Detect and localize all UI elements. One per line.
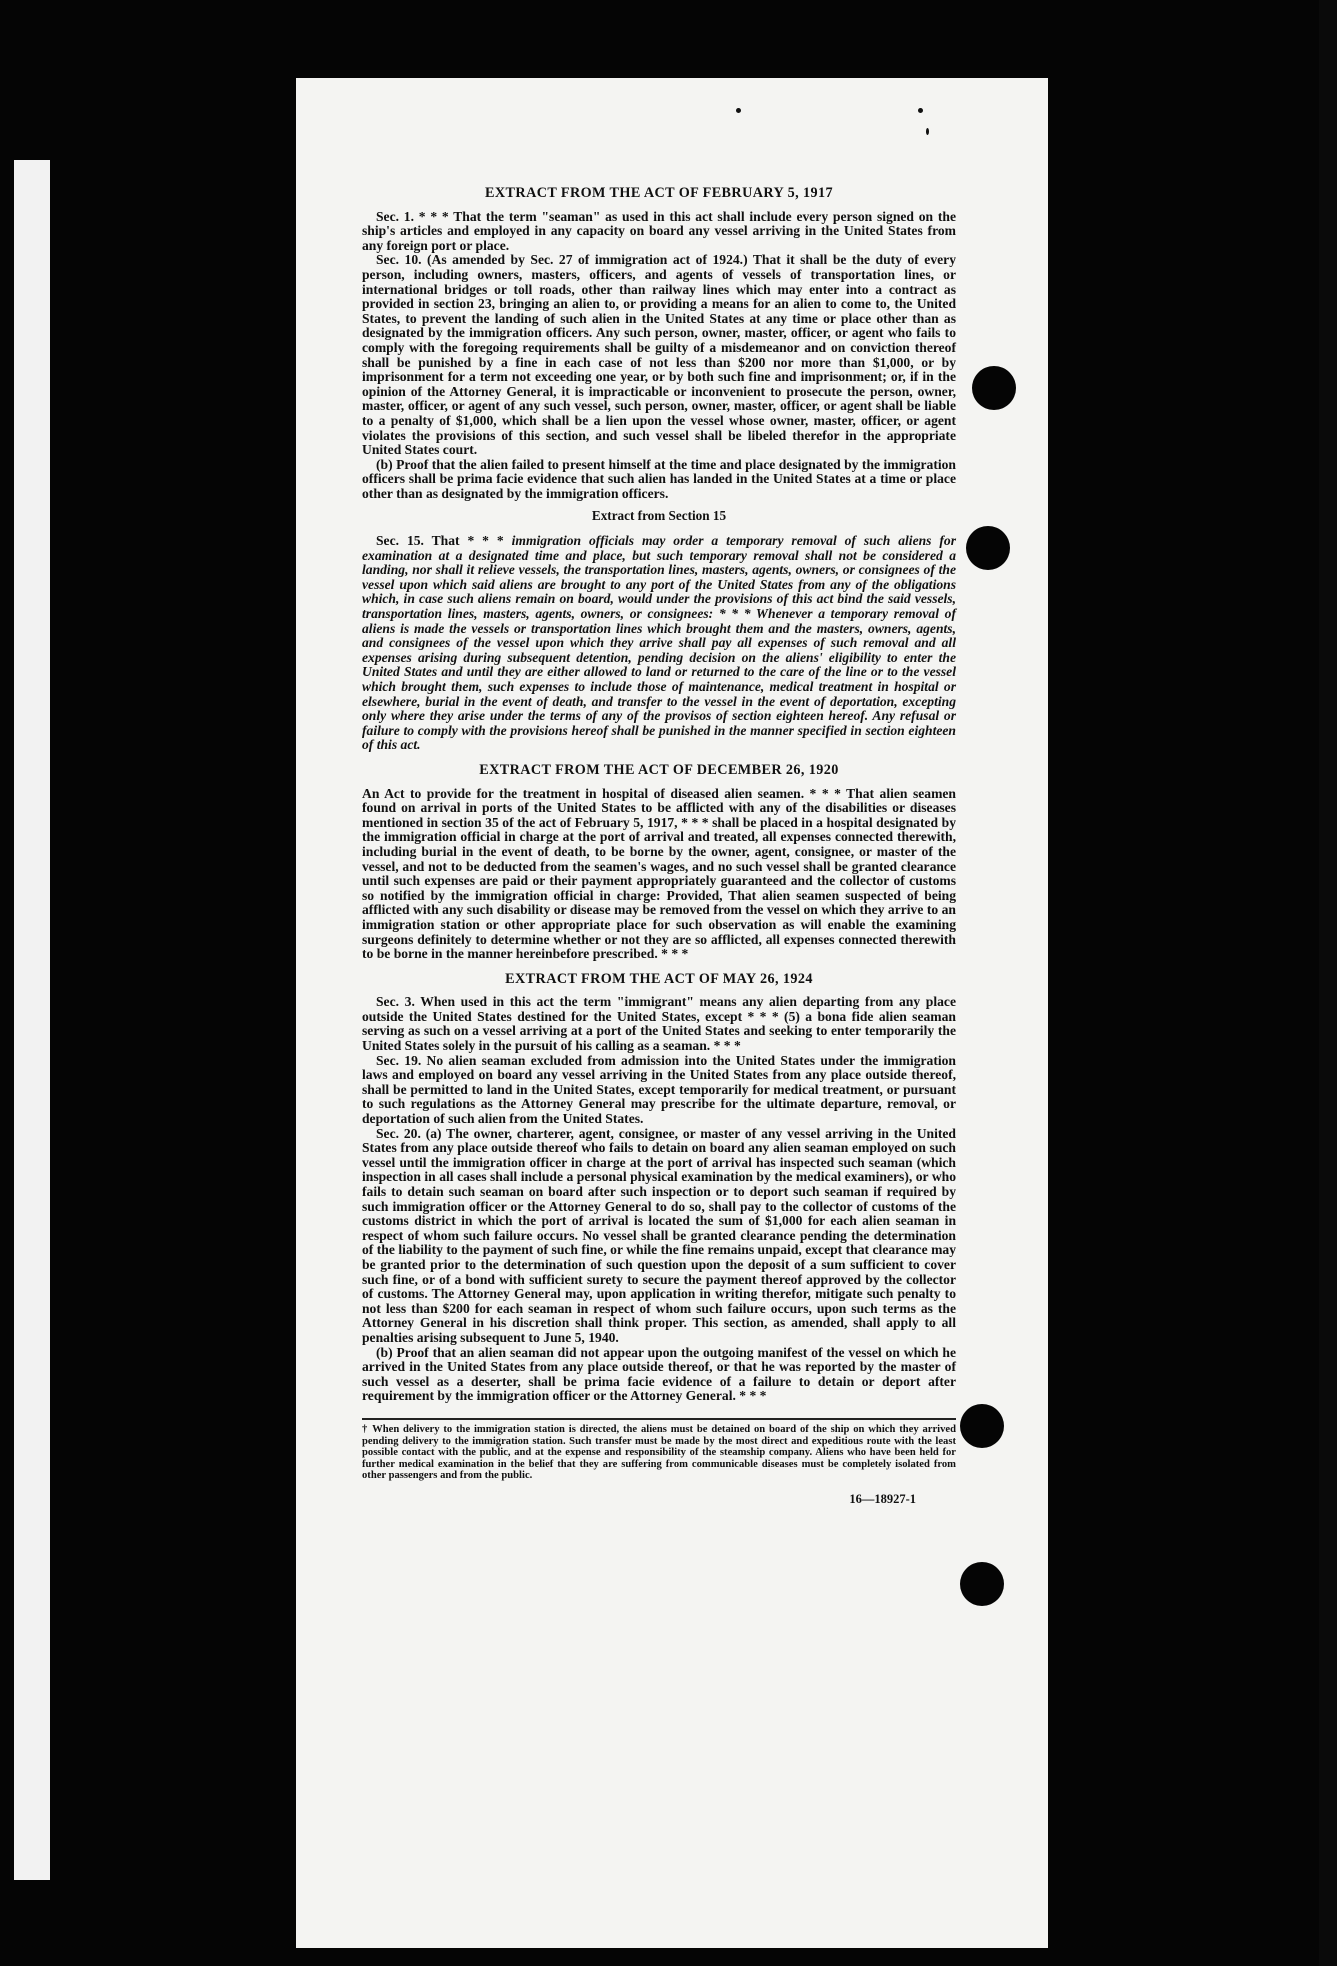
heading-act-1920: EXTRACT FROM THE ACT OF DECEMBER 26, 1920 — [479, 761, 839, 778]
section-10-text: Sec. 10. (As amended by Sec. 27 of immigration act of 1924.) That it shall be the duty of every person, including owners, masters, officers, and agents of vessels of transportation lines, or international bridges or toll roads, other than railway lines which may enter into a contract as provided in section 23, bringing an alien to, or providing a means for an alien to come to, the United States, to prevent the landing of such alien in the United States at any time or place other than as designated by the immigration officers. Any such person, owner, master, officer, or agent who fails to comply with the foregoing requirements shall be guilty of a misdemeanor and on conviction thereof shall be punished by a fine in each case of not less than $200 nor more than $1,000, or by imprisonment for a term not exceeding one year, or by both such fine and imprisonment; or, if in the opinion of the Attorney General, it is impracticable or inconvenient to prosecute the person, owner, master, officer, or agent of any such vessel, such person, owner, master, officer, or agent shall be liable to a penalty of $1,000, which shall be a lien upon the vessel whose owner, master, officer, or agent violates the provisions of this section, and such vessel shall be libeled therefor in the appropriate United States court. — [362, 252, 956, 458]
document-body — [362, 186, 956, 1506]
print-code: 16—18927-1 — [849, 1491, 916, 1506]
section-19-text: Sec. 19. No alien seaman excluded from admission into the United States under the immigration laws and employed on board any vessel arriving in the United States from any place outside thereof, shall be permitted to land in the United States, except temporarily for medical treatment, or pursuant to such regulations as the Attorney General may prescribe for the ultimate departure, removal, or deportation of such alien from the United States. — [362, 1052, 956, 1127]
footnote-text: † When delivery to the immigration station is directed, the aliens must be detained on board of the ship on which they arrived pending delivery to the immigration station. Such transfer must be made by the most direct and expeditious route with the least possible contact with the public, and at the expense and responsibility of the steamship company. Aliens who have been held for further medical examination in the belief that they are suffering from communicable diseases must be completely isolated from other passengers and from the public. — [362, 1423, 956, 1482]
footnote-divider — [362, 1418, 956, 1420]
subheading-section-15: Extract from Section 15 — [591, 508, 727, 524]
section-15-italic: immigration officials may order a temporary removal of such aliens for examination at a designated time and place, but such temporary removal shall not be considered a landing, nor shall it relieve vessels, the transportation lines, masters, agents, owners, or consignees of the vessel upon which said aliens are brought to any port of the United States from any of the obligations which, in case such aliens remain on board, would under the provisions of this act bind the said vessels, transportation lines, masters, agents, owners, or consignees: * * * Whenever a temporary removal of aliens is made the vessels or transportation lines which brought them and the masters, owners, agents, and consignees of the vessel upon which they arrive shall pay all expenses of such removal and all expenses arising during subsequent detention, pending decision on the aliens' eligibility to enter the United States and until they are either allowed to land or returned to the care of the line or to the vessel which brought them, such expenses to include those of maintenance, medical treatment in hospital or elsewhere, burial in the event of death, and transfer to the vessel in the event of deportation, excepting only where they arise under the terms of any of the provisos of section eighteen hereof. Any refusal or failure to comply with the provisions hereof shall be punished in the manner specified in section eighteen of this act. — [362, 533, 956, 753]
section-15-lead: Sec. 15. That * * * — [376, 533, 512, 549]
section-1-text: Sec. 1. * * * That the term "seaman" as used in this act shall include every person signed on the ship's articles and employed in any capacity on board any vessel arriving in the United States from any foreign port or place. — [362, 208, 956, 253]
ink-speck — [926, 128, 929, 135]
right-border — [1319, 0, 1337, 1966]
section-15-text — [362, 534, 956, 753]
section-3-text: Sec. 3. When used in this act the term "immigrant" means any alien departing from any place outside the United States destined for the United States, except * * * (5) a bona fide alien seaman serving as such on a vessel arriving at a port of the United States and seeking to enter temporarily the United States solely in the pursuit of his calling as a seaman. * * * — [362, 994, 956, 1054]
punch-hole — [972, 366, 1016, 410]
heading-act-1917: EXTRACT FROM THE ACT OF FEBRUARY 5, 1917 — [485, 185, 833, 201]
document-page — [296, 78, 1048, 1948]
ink-speck — [736, 108, 741, 113]
section-20a-text: Sec. 20. (a) The owner, charterer, agent, consignee, or master of any vessel arriving in the United States from any place outside thereof who fails to detain on board any alien seaman employed on such vessel until the immigration officer in charge at the port of arrival has inspected such seaman (which inspection in all cases shall include a personal physical examination by the medical examiners), or who fails to detain such seaman on board after such inspection or to deport such seaman if required by such immigration officer or the Attorney General to do so, shall pay to the collector of customs of the customs district in which the port of arrival is located the sum of $1,000 for each alien seaman in respect of whom such failure occurs. No vessel shall be granted clearance pending the determination of the liability to the payment of such fine, or while the fine remains unpaid, except that clearance may be granted prior to the determination of such question upon the deposit of a sum sufficient to cover such fine, or of a bond with sufficient surety to secure the payment thereof approved by the collector of customs. The Attorney General may, upon application in writing therefor, mitigate such penalty to not less than $200 for each seaman in respect of whom such failure occurs, upon such terms as the Attorney General in his discretion shall think proper. This section, as amended, shall apply to all penalties arising subsequent to June 5, 1940. — [362, 1125, 956, 1345]
ink-speck — [918, 108, 923, 113]
section-20b-text: (b) Proof that an alien seaman did not appear upon the outgoing manifest of the vessel on which he arrived in the United States from any place outside thereof, or that he was reported by the master of such vessel as a deserter, shall be prima facie evidence of a failure to detain or deport after requirement by the immigration officer or the Attorney General. * * * — [362, 1344, 956, 1404]
punch-hole — [960, 1404, 1004, 1448]
punch-hole — [960, 1562, 1004, 1606]
background-page-strip — [14, 160, 50, 1880]
act-1920-text: An Act to provide for the treatment in hospital of diseased alien seamen. * * * That alien seamen found on arrival in ports of the United States to be afflicted with any of the disabilities or diseases mentioned in section 35 of the act of February 5, 1917, * * * shall be placed in a hospital designated by the immigration official in charge at the port of arrival and treated, all expenses connected therewith, including burial in the event of death, to be borne by the owner, agent, consignee, or master of the vessel, and not to be deducted from the seamen's wages, and no such vessel shall be granted clearance until such expenses are paid or their payment appropriately guaranteed and the collector of customs so notified by the immigration official in charge: Provided, That alien seamen suspected of being afflicted with any such disability or disease may be removed from the vessel on which they arrive to an immigration station or other appropriate place for such observation as will enable the examining surgeons definitely to determine whether or not they are so afflicted, all expenses connected therewith to be borne in the manner hereinbefore prescribed. * * * — [362, 785, 956, 962]
section-10b-text: (b) Proof that the alien failed to present himself at the time and place designated by the immigration officers shall be prima facie evidence that such alien has landed in the United States at a time or place other than as designated by the immigration officers. — [362, 456, 956, 501]
punch-hole — [966, 526, 1010, 570]
heading-act-1924: EXTRACT FROM THE ACT OF MAY 26, 1924 — [505, 970, 813, 987]
